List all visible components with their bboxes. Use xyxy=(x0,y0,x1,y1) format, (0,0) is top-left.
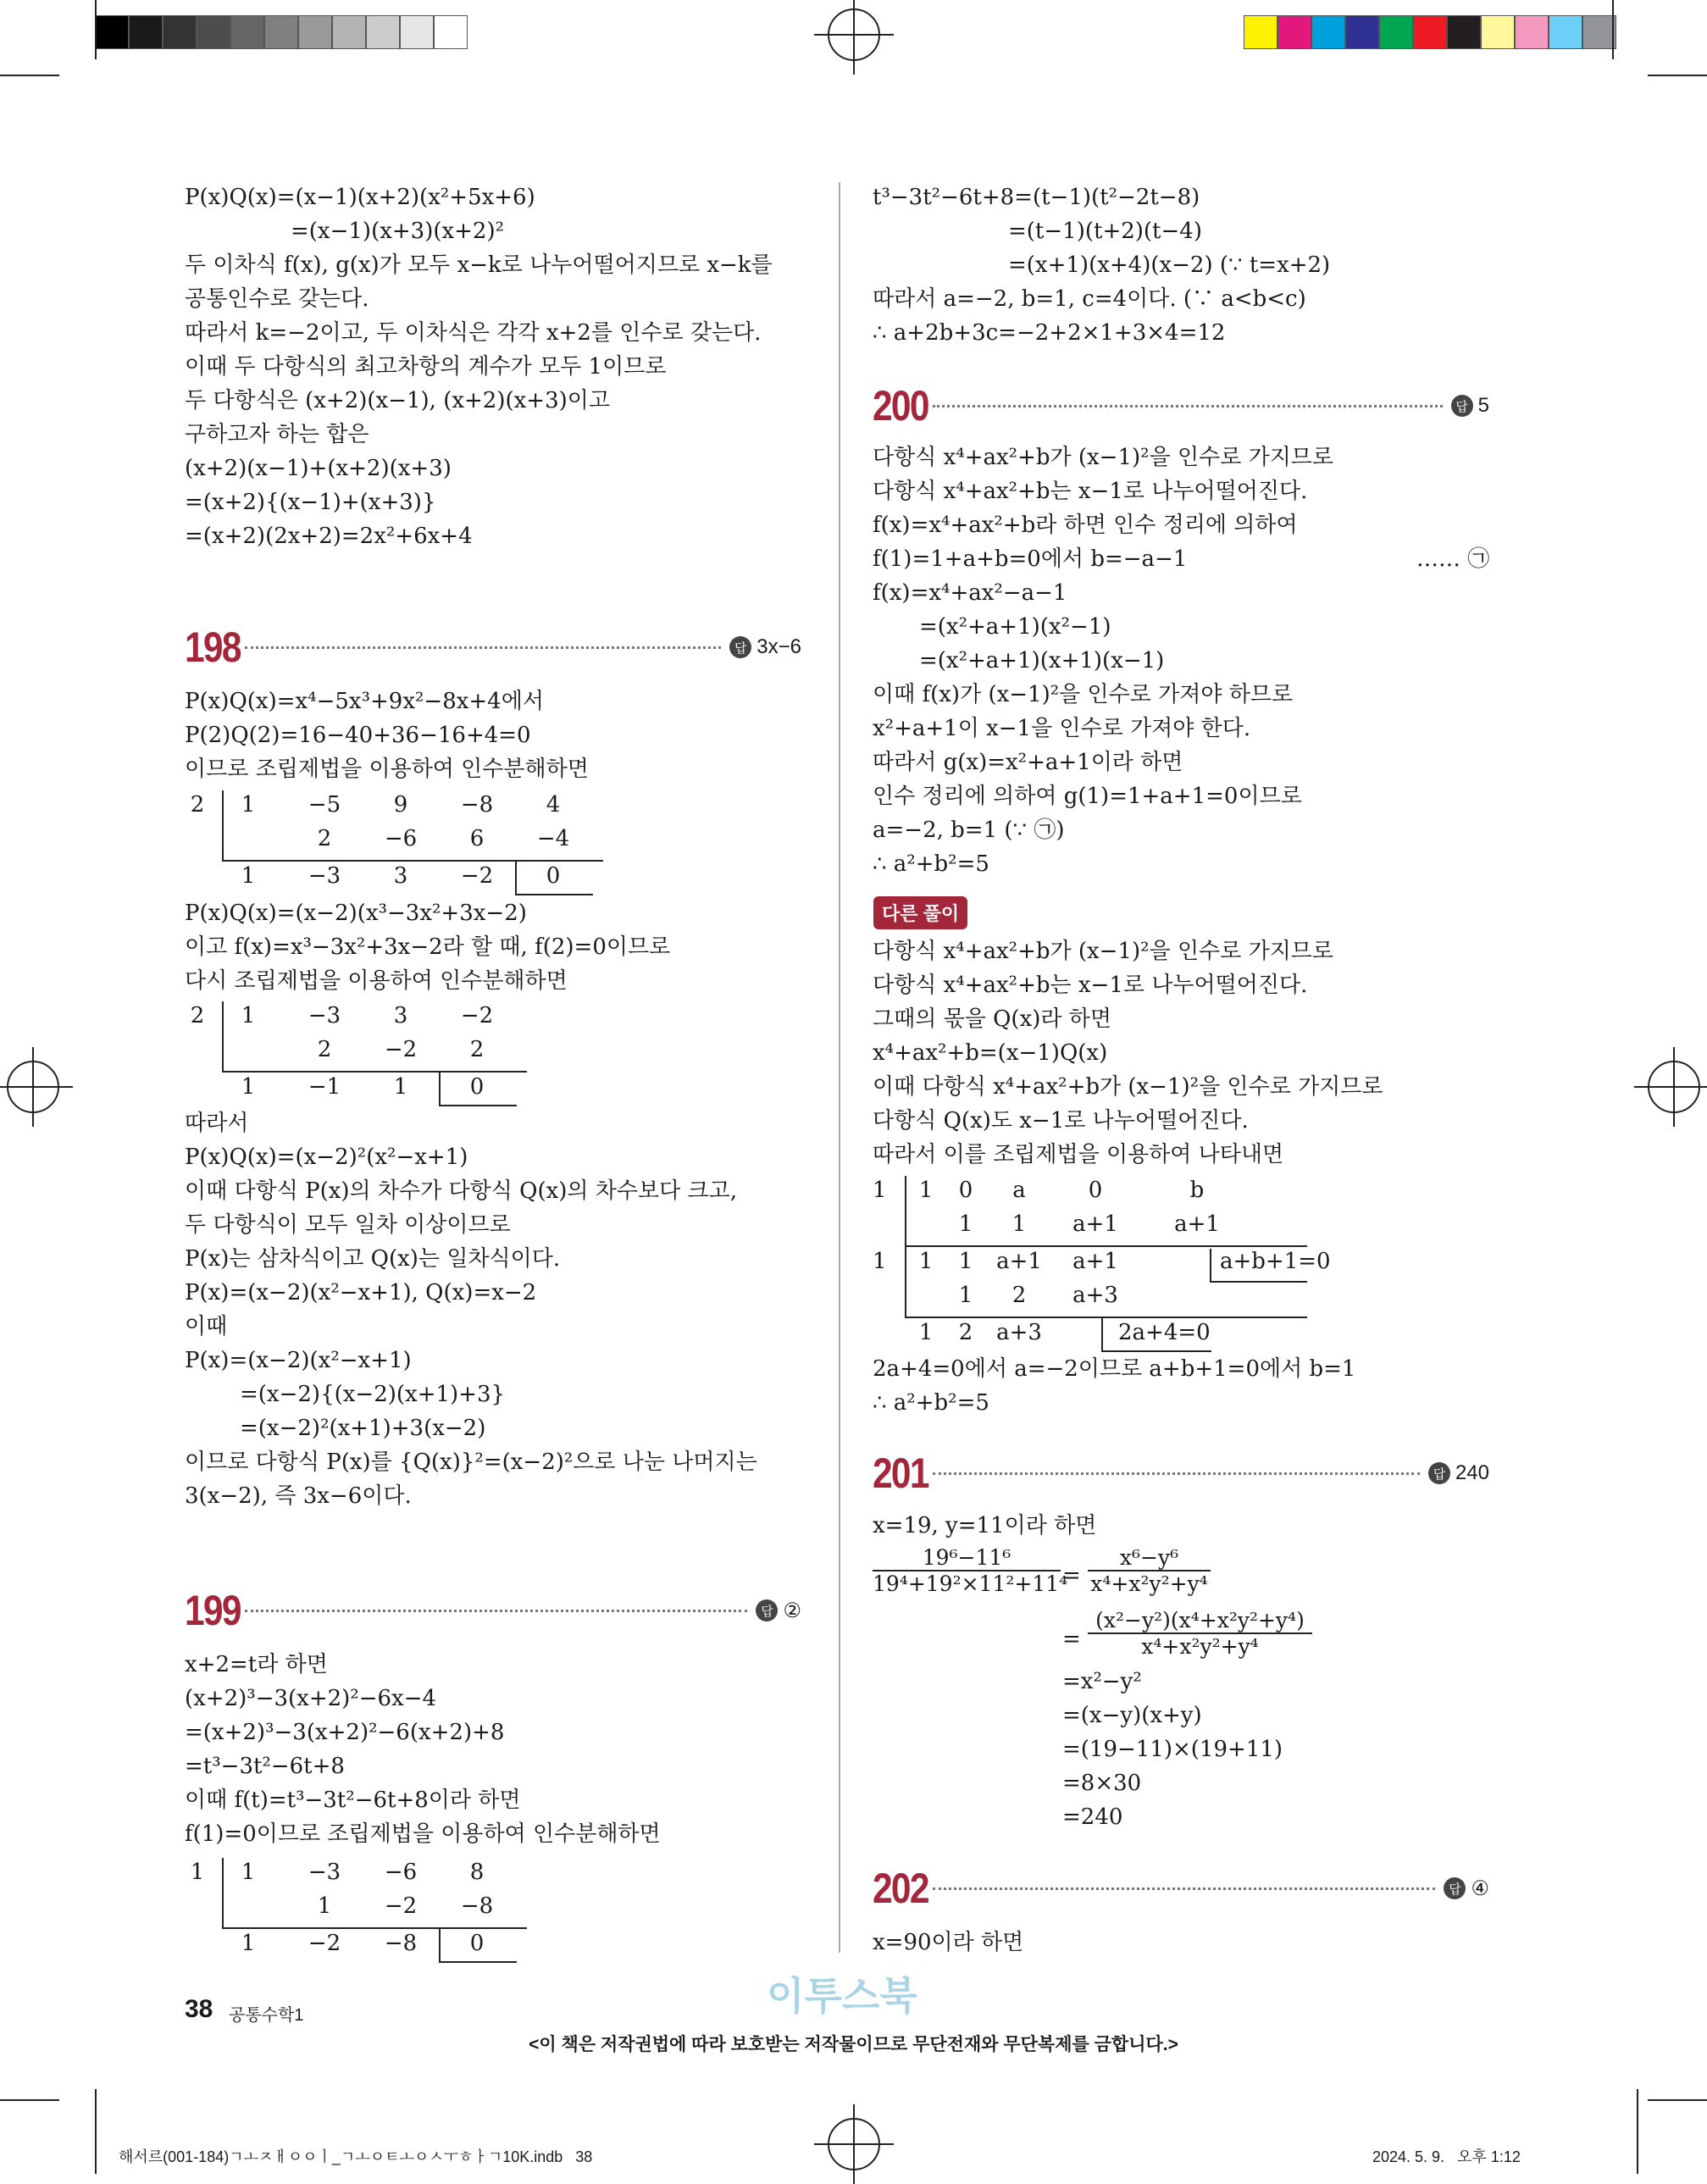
table-cell: −4 xyxy=(536,826,570,851)
answer-value: ② xyxy=(783,1599,801,1622)
fraction xyxy=(1088,1608,1312,1659)
table-cell: 1 xyxy=(918,1178,934,1203)
text-line: P(2)Q(2)=16−40+36−16+4=0 xyxy=(185,723,531,748)
registration-mark-icon xyxy=(7,1061,59,1113)
table-cell: 2 xyxy=(317,1037,332,1062)
table-cell: −8 xyxy=(460,1893,494,1919)
answer-icon: 답 xyxy=(756,1599,778,1621)
text-line: =(x²+a+1)(x²−1) xyxy=(919,614,1111,640)
problem-201-header xyxy=(873,1449,1489,1498)
equals-sign: = xyxy=(1062,1563,1081,1588)
table-cell: 1 xyxy=(317,1893,332,1919)
text-line: f(x)=x⁴+ax²−a−1 xyxy=(873,580,1067,606)
table-cell: −2 xyxy=(308,1931,341,1956)
answer-value: ④ xyxy=(1471,1876,1489,1900)
text-line: 따라서 a=−2, b=1, c=4이다. (∵ a<b<c) xyxy=(873,286,1306,312)
table-cell: 0 xyxy=(958,1178,973,1203)
text-line: =(x−y)(x+y) xyxy=(1062,1703,1202,1728)
table-cell: a+1 xyxy=(996,1249,1042,1274)
text-line: 다항식 x⁴+ax²+b가 (x−1)²을 인수로 가지므로 xyxy=(873,445,1334,470)
table-cell: −6 xyxy=(384,826,418,851)
answer-icon: 답 xyxy=(1428,1462,1450,1484)
trim-mark xyxy=(1637,2089,1638,2174)
answer-icon: 답 xyxy=(1451,395,1473,417)
text-line: =t³−3t²−6t+8 xyxy=(185,1754,345,1779)
registration-mark-icon xyxy=(828,8,880,61)
table-cell: 2 xyxy=(190,1003,205,1028)
table-cell: a xyxy=(1012,1178,1026,1203)
text-line: 이고 f(x)=x³−3x²+3x−2라 할 때, f(2)=0이므로 xyxy=(185,934,671,960)
text-line: f(1)=0이므로 조립제법을 이용하여 인수분해하면 xyxy=(185,1821,661,1847)
table-cell: −1 xyxy=(308,1074,341,1100)
table-cell: 0 xyxy=(469,1931,485,1956)
text-line: P(x)는 삼차식이고 Q(x)는 일차식이다. xyxy=(185,1246,561,1272)
table-cell: −2 xyxy=(460,1003,494,1028)
text-line: P(x)Q(x)=x⁴−5x³+9x²−8x+4에서 xyxy=(185,689,544,714)
leader-dots xyxy=(933,405,1442,407)
table-cell: 2 xyxy=(190,792,205,818)
color-swatch xyxy=(129,15,163,49)
color-swatch xyxy=(1447,15,1481,49)
registration-mark-icon xyxy=(828,2118,880,2170)
text-line: 따라서 g(x)=x²+a+1이라 하면 xyxy=(873,750,1183,775)
answer-label xyxy=(1428,1461,1489,1485)
text-line: =(x+2)³−3(x+2)²−6(x+2)+8 xyxy=(185,1720,505,1745)
color-swatch xyxy=(1244,15,1277,49)
file-name: 해서르(001-184)ㄱㅗㅈㅐㅇㅇㅣ_ㄱㅗㅇㅌㅗㅇㅅㅜㅎㅏㄱ10K.indb 38 xyxy=(119,2148,593,2165)
answer-label xyxy=(756,1599,801,1623)
table-cell: a+1 xyxy=(1174,1211,1220,1237)
table-cell: 1 xyxy=(241,792,256,818)
text-line: 다항식 Q(x)도 x−1로 나누어떨어진다. xyxy=(873,1108,1249,1134)
table-cell: −8 xyxy=(460,792,494,818)
problem-201-text: x=19, y=11이라 하면 xyxy=(873,1513,1097,1538)
table-cell: 1 xyxy=(873,1249,887,1274)
table-cell: 2 xyxy=(958,1320,973,1345)
color-swatch xyxy=(1582,15,1616,49)
table-cell: 1 xyxy=(241,863,256,889)
remainder-box xyxy=(515,860,593,895)
table-cell: 0 xyxy=(469,1074,485,1100)
text-line: P(x)Q(x)=(x−1)(x+2)(x²+5x+6) xyxy=(185,185,535,210)
table-cell: 1 xyxy=(190,1860,205,1885)
problem-number: 201 xyxy=(873,1450,928,1497)
table-cell: 2 xyxy=(317,826,332,851)
text-line: a=−2, b=1 (∵ ㉠) xyxy=(873,818,1065,843)
denominator: 19⁴+19²×11²+11⁴ xyxy=(873,1571,1068,1596)
table-cell: 1 xyxy=(958,1211,973,1237)
table-cell: 0 xyxy=(1088,1178,1103,1203)
color-swatch xyxy=(1277,15,1311,49)
text-line: (x+2)(x−1)+(x+2)(x+3) xyxy=(185,456,452,481)
color-swatch xyxy=(400,15,434,49)
text-line: ∴ a²+b²=5 xyxy=(873,1390,989,1416)
equation-mark: …… ㉠ xyxy=(1416,546,1490,572)
text-line: ∴ a+2b+3c=−2+2×1+3×4=12 xyxy=(873,320,1226,346)
problem-198-header xyxy=(185,623,801,672)
trim-mark xyxy=(0,2099,59,2101)
text-line: =(x+1)(x+4)(x−2) (∵ t=x+2) xyxy=(1008,252,1331,278)
color-swatch xyxy=(264,15,298,49)
color-swatch xyxy=(1413,15,1447,49)
denominator: x⁴+x²y²+y⁴ xyxy=(1141,1634,1259,1659)
text-line: P(x)Q(x)=(x−2)(x³−3x²+3x−2) xyxy=(185,901,527,926)
text-line: 다시 조립제법을 이용하여 인수분해하면 xyxy=(185,968,568,994)
numerator: 19⁶−11⁶ xyxy=(922,1545,1011,1570)
trim-mark xyxy=(0,75,59,76)
color-swatch xyxy=(434,15,468,49)
table-cell: 1 xyxy=(241,1931,256,1956)
text-line: 인수 정리에 의하여 g(1)=1+a+1=0이므로 xyxy=(873,784,1302,809)
text-line: =(x+2)(2x+2)=2x²+6x+4 xyxy=(185,524,473,549)
registration-mark-icon xyxy=(1648,1061,1700,1113)
text-line: x⁴+ax²+b=(x−1)Q(x) xyxy=(873,1040,1108,1066)
table-cell: 1 xyxy=(873,1178,887,1203)
text-line: 다항식 x⁴+ax²+b는 x−1로 나누어떨어진다. xyxy=(873,479,1308,504)
leader-dots xyxy=(245,646,721,649)
page-number: 38 xyxy=(185,1995,213,2023)
text-line: 공통인수로 갖는다. xyxy=(185,286,369,312)
color-swatch xyxy=(1515,15,1549,49)
text-line: ∴ a²+b²=5 xyxy=(873,851,989,877)
table-cell: a+3 xyxy=(1072,1283,1118,1308)
text-line: 이때 xyxy=(185,1314,228,1339)
leader-dots xyxy=(933,1472,1420,1475)
color-swatch xyxy=(1345,15,1379,49)
table-cell: −3 xyxy=(308,1003,341,1028)
table-cell: 4 xyxy=(546,792,561,818)
text-line: =(x−2){(x−2)(x+1)+3} xyxy=(240,1382,506,1407)
table-cell: −6 xyxy=(384,1860,418,1885)
text-line: 구하고자 하는 합은 xyxy=(185,422,369,447)
remainder-box xyxy=(439,1071,517,1106)
table-cell: −2 xyxy=(460,863,494,889)
answer-label xyxy=(1444,1876,1489,1901)
text-line: =8×30 xyxy=(1062,1771,1142,1796)
leader-dots xyxy=(245,1610,747,1612)
text-line: 그때의 몫을 Q(x)라 하면 xyxy=(873,1006,1111,1032)
answer-value: 3x−6 xyxy=(757,635,801,658)
problem-number: 198 xyxy=(185,624,241,671)
text-line: =x²−y² xyxy=(1062,1669,1142,1694)
text-line: 따라서 k=−2이고, 두 이차식은 각각 x+2를 인수로 갖는다. xyxy=(185,320,762,346)
text-line: 두 다항식이 모두 일차 이상이므로 xyxy=(185,1212,511,1238)
color-swatch xyxy=(1379,15,1413,49)
table-cell: a+b+1=0 xyxy=(1220,1249,1331,1274)
text-line: 이므로 조립제법을 이용하여 인수분해하면 xyxy=(185,757,589,782)
text-line: =(x−1)(x+3)(x+2)² xyxy=(291,219,505,244)
print-date: 2024. 5. 9. 오후 1:12 xyxy=(1372,2148,1521,2165)
fraction xyxy=(1088,1545,1211,1596)
text-line: 다항식 x⁴+ax²+b는 x−1로 나누어떨어진다. xyxy=(873,973,1308,998)
text-line: t³−3t²−6t+8=(t−1)(t²−2t−8) xyxy=(873,185,1200,210)
text-line: P(x)=(x−2)(x²−x+1) xyxy=(185,1348,412,1373)
table-cell: 1 xyxy=(958,1249,973,1274)
text-line: =(x²+a+1)(x+1)(x−1) xyxy=(919,648,1165,673)
text-line: 이때 다항식 x⁴+ax²+b가 (x−1)²을 인수로 가지므로 xyxy=(873,1074,1383,1100)
answer-icon: 답 xyxy=(1444,1877,1466,1899)
table-cell: −2 xyxy=(384,1037,418,1062)
color-swatch xyxy=(1311,15,1345,49)
text-line: 두 이차식 f(x), g(x)가 모두 x−k로 나누어떨어지므로 x−k를 xyxy=(185,252,773,278)
table-cell: 1 xyxy=(918,1320,934,1345)
table-cell: b xyxy=(1189,1178,1205,1203)
color-swatch xyxy=(163,15,197,49)
table-cell: −8 xyxy=(384,1931,418,1956)
trim-mark xyxy=(1648,75,1707,76)
answer-value: 5 xyxy=(1477,394,1489,417)
table-cell: a+3 xyxy=(996,1320,1042,1345)
text-line: x²+a+1이 x−1을 인수로 가져야 한다. xyxy=(873,716,1251,741)
text-line: =(t−1)(t+2)(t−4) xyxy=(1008,219,1202,244)
text-line: 따라서 xyxy=(185,1111,249,1136)
color-swatch xyxy=(1481,15,1515,49)
table-cell: 1 xyxy=(241,1074,256,1100)
text-line: (x+2)³−3(x+2)²−6x−4 xyxy=(185,1686,437,1711)
text-line: 이때 두 다항식의 최고차항의 계수가 모두 1이므로 xyxy=(185,354,667,380)
table-cell: 1 xyxy=(958,1283,973,1308)
answer-icon: 답 xyxy=(729,636,751,658)
table-cell: a+1 xyxy=(1072,1211,1118,1237)
answer-label xyxy=(729,635,801,659)
equals-sign: = xyxy=(1062,1627,1081,1652)
table-cell: 8 xyxy=(469,1860,485,1885)
numerator: x⁶−y⁶ xyxy=(1119,1545,1179,1570)
table-cell: 3 xyxy=(393,1003,408,1028)
text-line: P(x)=(x−2)(x²−x+1), Q(x)=x−2 xyxy=(185,1280,537,1305)
leader-dots xyxy=(933,1887,1435,1890)
table-cell: −2 xyxy=(384,1893,418,1919)
text-line: =(19−11)×(19+11) xyxy=(1062,1737,1283,1762)
table-cell: 2 xyxy=(1011,1283,1027,1308)
remainder-box xyxy=(439,1927,517,1963)
text-line: 3(x−2), 즉 3x−6이다. xyxy=(185,1483,412,1509)
text-line: =(x+2){(x−1)+(x+3)} xyxy=(185,490,436,515)
gray-color-strip xyxy=(95,15,468,49)
color-swatch xyxy=(366,15,400,49)
publisher-logo: 이투스북 xyxy=(767,1974,917,2018)
problem-202-header xyxy=(873,1864,1489,1913)
copyright-notice: <이 책은 저작권법에 따라 보호받는 저작물이므로 무단전재와 무단복제를 금합니다.> xyxy=(529,2035,1178,2054)
fraction xyxy=(873,1545,1068,1596)
answer-label xyxy=(1451,394,1489,418)
color-swatch xyxy=(230,15,264,49)
table-cell: 1 xyxy=(241,1860,256,1885)
column-divider xyxy=(839,182,840,1953)
table-cell: −3 xyxy=(308,863,341,889)
trim-mark xyxy=(95,0,97,59)
problem-200-header xyxy=(873,381,1489,430)
text-line: f(1)=1+a+b=0에서 b=−a−1 xyxy=(873,546,1188,572)
text-line: f(x)=x⁴+ax²+b라 하면 인수 정리에 의하여 xyxy=(873,513,1298,538)
table-cell: 1 xyxy=(393,1074,408,1100)
text-line: 이때 다항식 P(x)의 차수가 다항식 Q(x)의 차수보다 크고, xyxy=(185,1178,738,1204)
trim-mark xyxy=(1612,0,1614,59)
table-cell: 3 xyxy=(393,863,408,889)
problem-number: 200 xyxy=(873,382,928,430)
table-cell: 9 xyxy=(393,792,408,818)
text-line: 다항식 x⁴+ax²+b가 (x−1)²을 인수로 가지므로 xyxy=(873,939,1334,964)
text-line: 이때 f(t)=t³−3t²−6t+8이라 하면 xyxy=(185,1788,521,1813)
denominator: x⁴+x²y²+y⁴ xyxy=(1090,1571,1208,1596)
subject-name: 공통수학1 xyxy=(229,2006,304,2025)
problem-199-header xyxy=(185,1586,801,1635)
text-line: 두 다항식은 (x+2)(x−1), (x+2)(x+3)이고 xyxy=(185,388,610,413)
table-cell: 6 xyxy=(469,826,485,851)
text-line: 2a+4=0에서 a=−2이므로 a+b+1=0에서 b=1 xyxy=(873,1356,1356,1382)
table-cell: 2 xyxy=(469,1037,485,1062)
color-swatch xyxy=(197,15,230,49)
text-line: 따라서 이를 조립제법을 이용하여 나타내면 xyxy=(873,1142,1284,1167)
color-swatch xyxy=(332,15,366,49)
trim-mark xyxy=(1648,2099,1707,2101)
answer-value: 240 xyxy=(1455,1461,1489,1484)
table-cell: −3 xyxy=(308,1860,341,1885)
text-line: x+2=t라 하면 xyxy=(185,1652,328,1677)
color-swatch xyxy=(1549,15,1582,49)
table-cell: 2a+4=0 xyxy=(1118,1320,1211,1345)
trim-mark xyxy=(95,2089,97,2174)
text-line: x=90이라 하면 xyxy=(873,1930,1024,1955)
table-cell: a+1 xyxy=(1072,1249,1118,1274)
table-cell: 1 xyxy=(1011,1211,1027,1237)
alternative-solution-badge: 다른 풀이 xyxy=(873,896,967,929)
text-line: P(x)Q(x)=(x−2)²(x²−x+1) xyxy=(185,1145,468,1170)
table-cell: 0 xyxy=(546,863,561,889)
text-line: =(x−2)²(x+1)+3(x−2) xyxy=(240,1416,486,1441)
table-cell: 1 xyxy=(241,1003,256,1028)
numerator: (x²−y²)(x⁴+x²y²+y⁴) xyxy=(1095,1608,1305,1632)
text-line: 이므로 다항식 P(x)를 {Q(x)}²=(x−2)²으로 나눈 나머지는 xyxy=(185,1450,757,1475)
problem-number: 199 xyxy=(185,1587,241,1634)
text-line: 이때 f(x)가 (x−1)²을 인수로 가져야 하므로 xyxy=(873,682,1294,707)
problem-number: 202 xyxy=(873,1865,928,1912)
text-line: =240 xyxy=(1062,1804,1123,1830)
table-cell: −5 xyxy=(308,792,341,818)
color-swatch xyxy=(298,15,332,49)
table-cell: 1 xyxy=(918,1249,934,1274)
cmyk-color-strip xyxy=(1244,15,1616,49)
color-swatch xyxy=(95,15,129,49)
